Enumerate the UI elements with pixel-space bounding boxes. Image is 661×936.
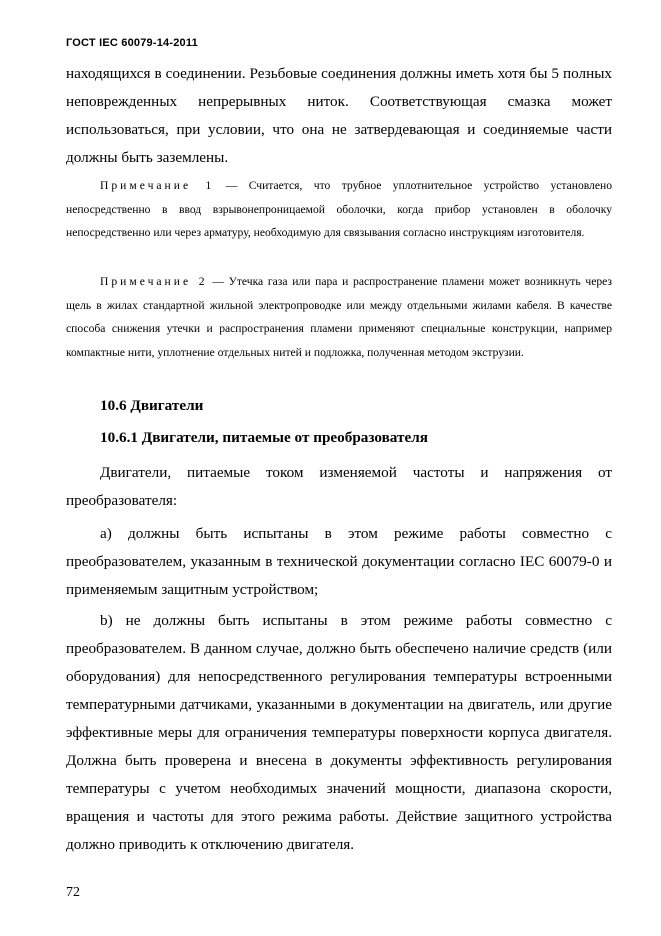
page-number: 72 (66, 885, 80, 900)
lead-block (66, 459, 612, 515)
list-item-a: a) должны быть испытаны в этом режиме работы совместно с преобразователем, указанным в технической документации согласно IEC 60079-0 и применяемым защитным устройством; (66, 525, 612, 598)
note-2-text: Утечка газа или пара и распространение пламени может возникнуть через щель в жилах стандартной жильной электропроводке или между отдельными жилами кабеля. В качестве способа снижения утечки и распространения пламени применяют специальные конструкции, например компактные нити, уплотнение отдельных нитей и подложка, полученная методом экструзии. (66, 275, 613, 359)
note-2-dash: — (207, 275, 229, 288)
note-1-text: Считается, что трубное уплотнительное устройство установлено непосредственно в ввод взрывонепроницаемой оболочки, когда прибор установлен в оболочку непосредственно или через арматуру, необходимую для связывания согласно инструкциям изготовителя. (66, 179, 612, 240)
section-title: 10.6 Двигатели (100, 397, 204, 414)
note-1-label: Примечание 1 (100, 179, 215, 192)
list-item-b: b) не должны быть испытаны в этом режиме работы совместно с преобразователем. В данном случае, должно быть обеспечено наличие средств (или оборудования) для непосредственного регулирования температуры встроенными температурными датчиками, указанными в документации на двигатель, или другие эффективные меры для ограничения температуры поверхности корпуса двигателя. Должна быть проверена и внесена в документы эффективность регулирования температуры с учетом необходимых значений мощности, диапазона скорости, вращения и частоты для этого режима работы. Действие защитного устройства должно приводить к отключению двигателя. (66, 612, 612, 853)
note-1 (66, 174, 612, 245)
document-header: ГОСТ IEC 60079-14-2011 (66, 37, 198, 49)
lead-paragraph: Двигатели, питаемые током изменяемой частоты и напряжения от преобразователя: (66, 464, 612, 509)
note-2-label: Примечание 2 (100, 275, 208, 288)
subsection-title: 10.6.1 Двигатели, питаемые от преобразователя (100, 429, 428, 446)
item-b-block (66, 607, 612, 859)
note-2 (66, 270, 612, 364)
item-a-block (66, 520, 612, 604)
note-1-dash: — (214, 179, 249, 192)
intro-paragraph: находящихся в соединении. Резьбовые соединения должны иметь хотя бы 5 полных неповрежденных непрерывных ниток. Соответствующая смазка может использоваться, при условии, что она не затвердевающая и соединяемые части должны быть заземлены. (66, 65, 612, 166)
intro-block (66, 60, 612, 172)
